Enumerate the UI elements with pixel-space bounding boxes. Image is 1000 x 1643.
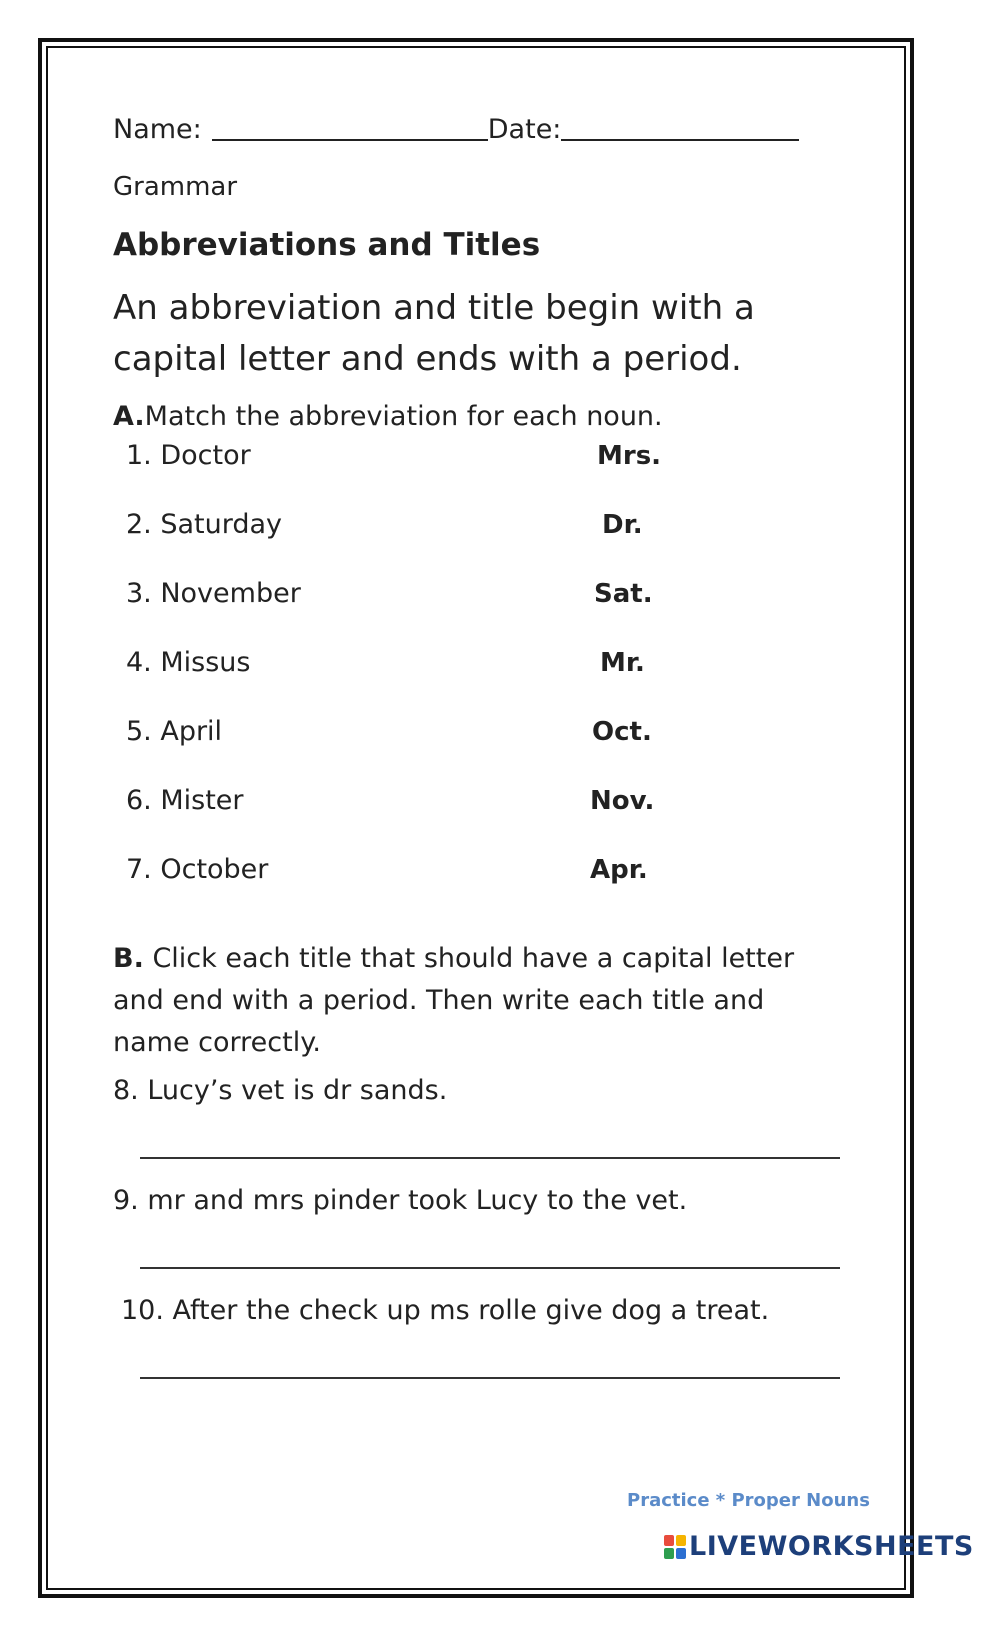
noun-item: 4. Missus [126, 647, 251, 678]
abbreviation-option[interactable]: Mrs. [597, 441, 662, 471]
noun-item: 2. Saturday [126, 509, 283, 540]
footer-note: Practice * Proper Nouns [627, 1490, 870, 1511]
section-label: Grammar [113, 172, 238, 202]
part-b-text: Click each title that should have a capital letter and end with a period. Then write each title and name correctly. [113, 943, 795, 1058]
part-a-instruction [113, 401, 663, 432]
worksheet-inner-border [46, 46, 906, 1590]
abbreviation-option[interactable]: Apr. [590, 855, 648, 885]
liveworksheets-brand [664, 1531, 974, 1562]
noun-item: 5. April [126, 716, 223, 747]
part-a-letter: A. [113, 401, 145, 432]
worksheet-border [38, 38, 914, 1598]
rule-statement: An abbreviation and title begin with a capital letter and ends with a period. [113, 288, 755, 379]
noun-item: 1. Doctor [126, 440, 251, 471]
sentence-item[interactable]: 10. After the check up ms rolle give dog a treat. [121, 1295, 770, 1326]
worksheet-title: Abbreviations and Titles [113, 227, 541, 263]
name-label: Name: [113, 114, 202, 145]
part-b-letter: B. [113, 943, 144, 974]
abbreviation-option[interactable]: Dr. [602, 510, 643, 540]
part-b-instruction [113, 938, 833, 1064]
abbreviation-option[interactable]: Mr. [600, 648, 645, 678]
date-label: Date: [487, 114, 562, 145]
part-a-text: Match the abbreviation for each noun. [144, 401, 663, 432]
noun-item: 3. November [126, 578, 301, 609]
answer-line[interactable] [140, 1157, 840, 1159]
name-blank[interactable] [212, 113, 488, 141]
liveworksheets-logo-icon [664, 1535, 686, 1559]
answer-line[interactable] [140, 1267, 840, 1269]
abbreviation-option[interactable]: Nov. [590, 786, 655, 816]
noun-item: 6. Mister [126, 785, 244, 816]
header-row [113, 113, 799, 145]
sentence-item[interactable]: 8. Lucy’s vet is dr sands. [113, 1075, 448, 1106]
noun-item: 7. October [126, 854, 269, 885]
date-blank[interactable] [561, 113, 799, 141]
brand-name: LIVEWORKSHEETS [689, 1531, 974, 1562]
sentence-item[interactable]: 9. mr and mrs pinder took Lucy to the vet. [113, 1185, 688, 1216]
answer-line[interactable] [140, 1377, 840, 1379]
abbreviation-option[interactable]: Sat. [594, 579, 653, 609]
abbreviation-option[interactable]: Oct. [592, 717, 652, 747]
